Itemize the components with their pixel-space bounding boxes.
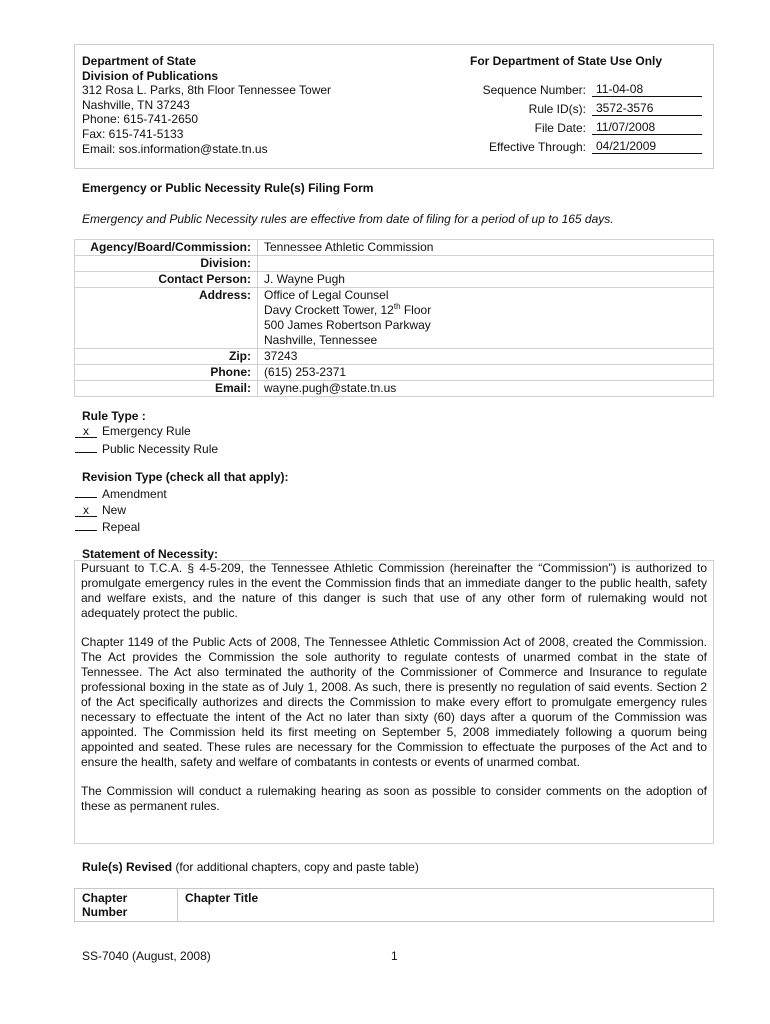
address-line-2-text: Davy Crockett Tower, 12	[264, 303, 394, 317]
agency-value: Tennessee Athletic Commission	[258, 240, 714, 256]
phone-row	[75, 365, 714, 381]
zip-row	[75, 349, 714, 365]
revision-type-option-label: New	[102, 502, 127, 517]
division-row	[75, 256, 714, 272]
revision-type-option-label: Amendment	[102, 487, 167, 502]
rule-type-checkbox[interactable]: x	[75, 425, 97, 438]
header-box	[74, 44, 714, 169]
department-phone: Phone: 615-741-2650	[82, 112, 199, 127]
rules-revised-note: (for additional chapters, copy and paste table)	[172, 860, 419, 874]
rule-type-title: Rule Type :	[82, 409, 146, 423]
rule-type-checkbox[interactable]	[75, 440, 97, 453]
address-line-1: Office of Legal Counsel	[264, 288, 389, 302]
sequence-number-row	[470, 78, 710, 97]
address-line-4: Nashville, Tennessee	[264, 333, 378, 347]
phone-label: Phone:	[75, 365, 258, 381]
statement-paragraph: Chapter 1149 of the Public Acts of 2008, The Tennessee Athletic Commission Act of 2008, created the Commission. The Act provides the Commission the sole authority to regulate contests of unarmed combat in the state of Tennessee. The Act also terminated the authority of the Commissioner of Commerce and Insurance to regulate professional boxing in the state as of July 1, 2008. As such, there is presently no regulation of said events. Section 2 of the Act specifically authorizes and directs the Commission to make every effort to promulgate emergency rules necessary to effectuate the intent of the Act no later than sixty (60) days after a quorum of the Commission was appointed. The Commission held its first meeting on September 5, 2008 immediately following a quorum being appointed and seated. These rules are necessary for the Commission to effectuate the purposes of the Act and to ensure the health, safety and welfare of combatants in contests or events of unarmed combat.	[81, 635, 707, 769]
division-name: Division of Publications	[82, 68, 219, 83]
rule-ids-row	[470, 97, 710, 116]
address-line-2-superscript: th	[393, 302, 401, 311]
department-address-line-1: 312 Rosa L. Parks, 8th Floor Tennessee Tower	[82, 83, 332, 98]
department-name: Department of State	[82, 54, 197, 68]
agency-table	[74, 239, 714, 397]
file-date-label: File Date:	[534, 121, 586, 135]
rules-revised-title: Rule(s) Revised	[82, 860, 173, 874]
revision-type-checkbox[interactable]: x	[75, 504, 97, 517]
agency-row	[75, 240, 714, 256]
office-use-title: For Department of State Use Only	[470, 54, 663, 68]
effective-through-value: 04/21/2009	[592, 140, 702, 154]
rule-type-option-label: Public Necessity Rule	[102, 441, 219, 456]
statement-paragraph: Pursuant to T.C.A. § 4-5-209, the Tennessee Athletic Commission (hereinafter the “Commission”) is authorized to promulgate emergency rules in the event the Commission finds that an immediate danger to the public health, safety and welfare exists, and the nature of this danger is such that use of any other form of rulemaking would not adequately protect the public.	[81, 561, 707, 620]
file-date-row	[470, 116, 710, 135]
agency-label: Agency/Board/Commission:	[75, 240, 258, 256]
rule-type-option-label: Emergency Rule	[102, 424, 191, 439]
address-label: Address:	[75, 288, 258, 349]
department-address-line-2: Nashville, TN 37243	[82, 97, 190, 112]
address-value	[258, 288, 714, 349]
rule-type-option	[82, 424, 218, 439]
revision-type-option	[82, 518, 289, 535]
revision-type-section	[82, 470, 289, 536]
phone-value: (615) 253-2371	[258, 365, 714, 381]
revision-type-option-label: Repeal	[102, 520, 141, 535]
effective-through-label: Effective Through:	[489, 140, 586, 154]
revision-type-checkbox[interactable]	[75, 485, 97, 498]
contact-value: J. Wayne Pugh	[258, 272, 714, 288]
email-row	[75, 381, 714, 397]
form-title: Emergency or Public Necessity Rule(s) Filing Form	[82, 181, 374, 195]
department-email: Email: sos.information@state.tn.us	[82, 141, 268, 156]
statement-box	[74, 560, 714, 844]
revision-type-option	[82, 503, 289, 518]
contact-row	[75, 272, 714, 288]
file-date-value: 11/07/2008	[592, 121, 702, 135]
email-label: Email:	[75, 381, 258, 397]
division-label: Division:	[75, 256, 258, 272]
revision-type-checkbox[interactable]	[75, 518, 97, 531]
division-value	[258, 256, 714, 272]
rule-type-section	[82, 409, 218, 457]
address-line-2-suffix: Floor	[400, 303, 432, 317]
department-fax: Fax: 615-741-5133	[82, 126, 184, 141]
form-subtitle: Emergency and Public Necessity rules are effective from date of filing for a period of up to 165 days.	[82, 212, 614, 226]
effective-through-row	[470, 135, 710, 154]
zip-value: 37243	[258, 349, 714, 365]
rules-revised-heading	[82, 860, 419, 874]
rule-ids-label: Rule ID(s):	[528, 102, 586, 116]
sequence-number-value: 11-04-08	[592, 83, 702, 97]
rules-revised-header-row	[75, 889, 714, 922]
department-contact-block	[82, 54, 331, 156]
sequence-number-label: Sequence Number:	[482, 83, 586, 97]
statement-title: Statement of Necessity:	[82, 547, 219, 561]
contact-label: Contact Person:	[75, 272, 258, 288]
chapter-title-header: Chapter Title	[178, 889, 714, 922]
email-value: wayne.pugh@state.tn.us	[258, 381, 714, 397]
address-line-2	[264, 303, 707, 318]
statement-paragraph: The Commission will conduct a rulemaking hearing as soon as possible to consider comments on the adoption of these as permanent rules.	[81, 784, 707, 813]
revision-type-option	[82, 485, 289, 502]
address-line-3: 500 James Robertson Parkway	[264, 318, 431, 332]
office-use-block	[470, 54, 710, 154]
rule-type-option	[82, 440, 218, 457]
revision-type-title: Revision Type (check all that apply):	[82, 470, 289, 484]
form-id: SS-7040 (August, 2008)	[82, 949, 211, 963]
rule-ids-value: 3572-3576	[592, 102, 702, 116]
zip-label: Zip:	[75, 349, 258, 365]
rules-revised-table	[74, 888, 714, 922]
address-row	[75, 288, 714, 349]
page-number: 1	[391, 949, 398, 963]
chapter-number-header: Chapter Number	[75, 889, 178, 922]
